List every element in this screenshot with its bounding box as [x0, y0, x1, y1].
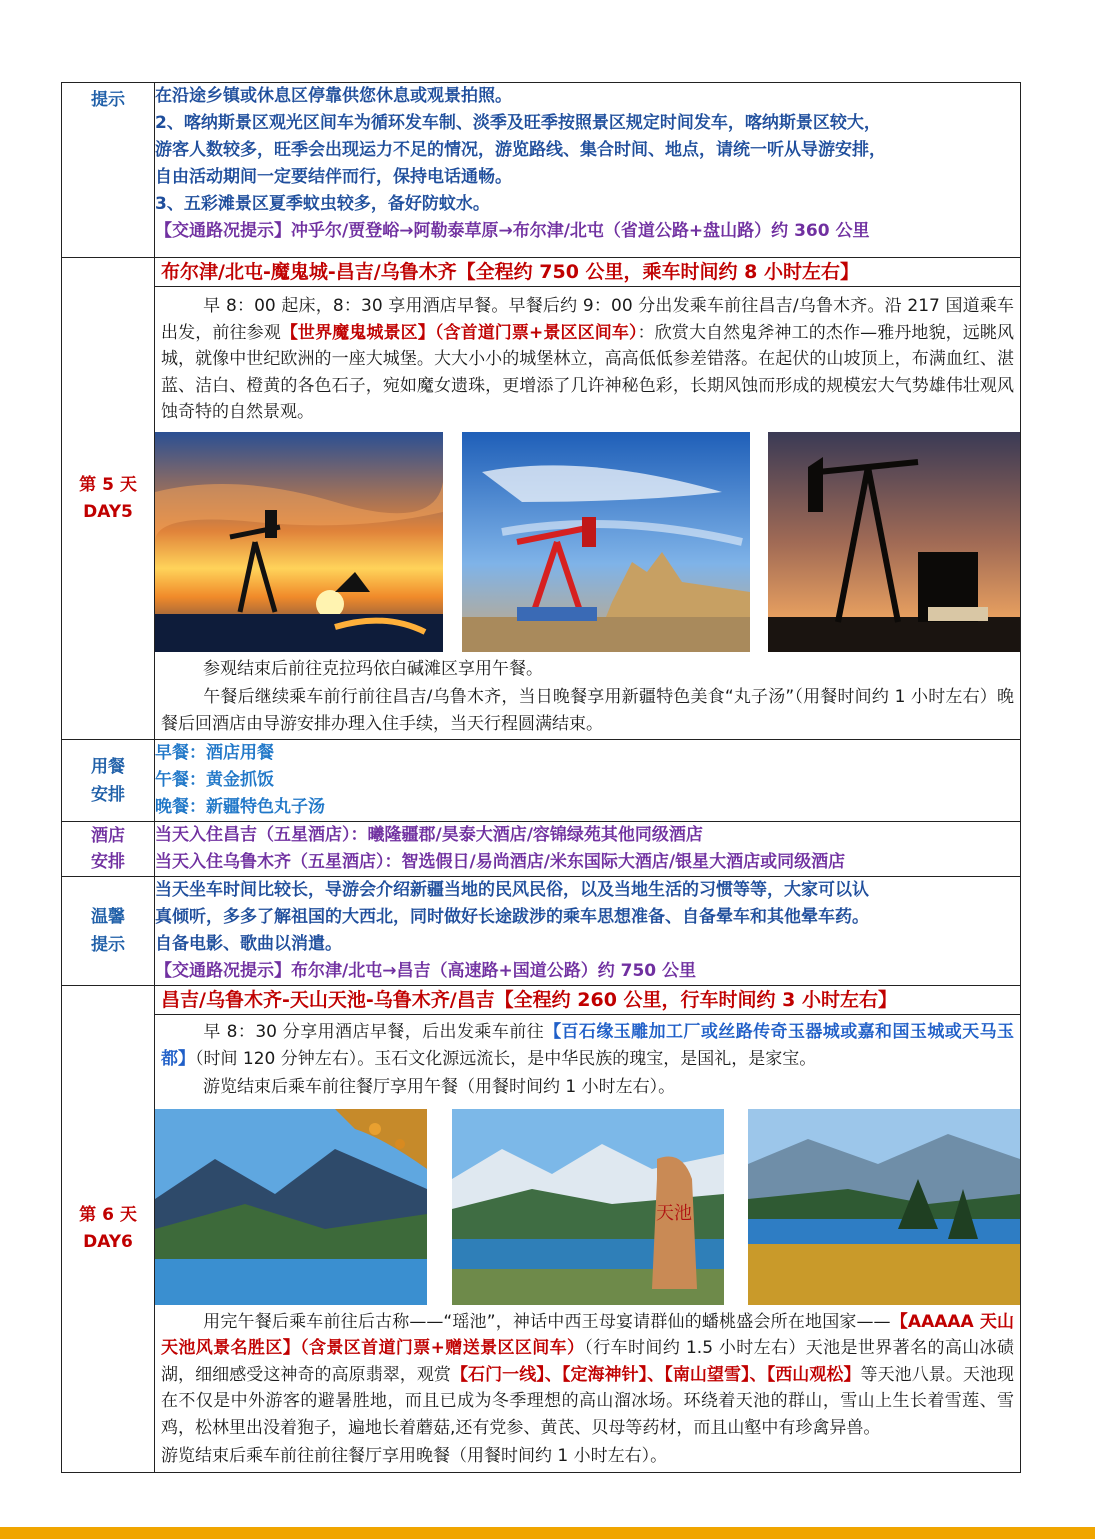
day6-paragraph: 早 8：30 分享用酒店早餐，后出发乘车前往【百石缘玉雕加工厂或丝路传奇玉器城或嘉和国玉城或天马玉都】（时间 120 分钟左右）。玉石文化源远流长，是中华民族的瑰宝，是国礼，是家宝。 — [161, 1022, 1014, 1069]
oil-pump-yardang-photo — [462, 432, 750, 652]
scenic-highlight: 【百石缘玉雕加工厂或丝路传奇玉器城或嘉和国玉城或天马玉都】 — [161, 1022, 1014, 1069]
tips-line: 游客人数较多，旺季会出现运力不足的情况，游览路线、集合时间、地点，请统一听从导游安排， — [155, 140, 886, 160]
day-code: DAY6 — [83, 1231, 133, 1252]
tips-line: 在沿途乡镇或休息区停靠供您休息或观景拍照。 — [155, 86, 512, 106]
tips-line: 2、喀纳斯景区观光区间车为循环发车制、淡季及旺季按照景区规定时间发车，喀纳斯景区较大， — [155, 113, 881, 133]
meals-label: 用餐 安排 — [62, 740, 155, 822]
day5-paragraph: 参观结束后前往克拉玛依白碱滩区享用午餐。 — [203, 658, 543, 679]
tianchi-stone-photo — [452, 1109, 724, 1305]
itinerary-table — [61, 82, 1021, 1473]
hotel-row — [62, 822, 1021, 877]
day6-paragraph: 用完午餐后乘车前往后古称——“瑶池”，神话中西王母宴请群仙的蟠桃盛会所在地国家——【AAAAA 天山天池风景名胜区】（含景区首道门票+赠送景区区间车）（行车时间约 1.5 小时左右）天池是世界著名的高山冰碛湖，细细感受这神奇的高原翡翠，观赏【石门一线】、【定海神针】、【南山望雪】、【西山观松】等天池八景。天池现在不仅是中外游客的避暑胜地，而且已成为冬季理想的高山溜冰场。环绕着天池的群山，雪山上生长着雪莲、雪鸡，松林里出没着狍子，遍地长着蘑菇,还有党参、黄芪、贝母等药材，而且山壑中有珍禽异兽。 — [161, 1311, 1015, 1438]
tianchi-golden-forest-photo — [748, 1109, 1020, 1305]
day6-paragraph: 游览结束后乘车前往餐厅享用午餐（用餐时间约 1 小时左右）。 — [203, 1077, 676, 1097]
day6-paragraph: 游览结束后乘车前往前往餐厅享用晚餐（用餐时间约 1 小时左右）。 — [161, 1446, 668, 1466]
meals-content — [155, 740, 1021, 822]
day6-photos — [155, 1109, 1020, 1305]
tips-label: 提示 — [62, 83, 155, 258]
warm-tips-row — [62, 877, 1021, 986]
day5-photos — [155, 432, 1020, 652]
meal-dinner: 晚餐：新疆特色丸子汤 — [155, 797, 325, 817]
day-number: 第 6 天 — [79, 1204, 137, 1225]
tips-line: 3、五彩滩景区夏季蚊虫较多，备好防蚊水。 — [155, 194, 490, 214]
day6-body-row — [62, 1015, 1021, 1473]
warm-tip-line: 真倾听，多多了解祖国的大西北，同时做好长途跋涉的乘车思想准备、自备晕车和其他晕车药。 — [155, 907, 869, 927]
warm-tip-line: 自备电影、歌曲以消遣。 — [155, 934, 342, 954]
day5-paragraph: 午餐后继续乘车前行前往昌吉/乌鲁木齐，当日晚餐享用新疆特色美食“丸子汤”（用餐时间约 1 小时左右）晚餐后回酒店由导游安排办理入住手续，当天行程圆满结束。 — [161, 687, 1014, 734]
tips-line: 自由活动期间一定要结伴而行，保持电话通畅。 — [155, 167, 512, 187]
day5-title-cell — [155, 258, 1021, 287]
stone-inscription: 天池 — [655, 1202, 692, 1224]
warm-tip-line: 当天坐车时间比较长，导游会介绍新疆当地的民风民俗，以及当地生活的习惯等等，大家可以认 — [155, 880, 869, 900]
day6-title-cell — [155, 986, 1021, 1015]
traffic-tip: 【交通路况提示】冲乎尔/贾登峪→阿勒泰草原→布尔津/北屯（省道公路+盘山路）约 360 公里 — [155, 221, 870, 241]
traffic-tip: 【交通路况提示】布尔津/北屯→昌吉（高速路+国道公路）约 750 公里 — [155, 961, 697, 981]
tips-content — [155, 83, 1021, 258]
hotel-label: 酒店 安排 — [62, 822, 155, 877]
day6-row — [62, 986, 1021, 1015]
meals-row — [62, 740, 1021, 822]
scenic-highlight: 【AAAAA 天山天池风景名胜区】（含景区首道门票+赠送景区区间车） — [161, 1311, 1014, 1358]
scenic-highlight: 【石门一线】、【定海神针】、【南山望雪】、【西山观松】 — [450, 1364, 861, 1385]
hotel-line: 当天入住乌鲁木齐（五星酒店）：智选假日/易尚酒店/米东国际大酒店/银星大酒店或同级酒店 — [155, 852, 846, 872]
oil-pump-silhouette-photo — [768, 432, 1020, 652]
page-footer-bar — [0, 1527, 1095, 1539]
tips-row — [62, 83, 1021, 258]
day5-label — [62, 258, 155, 740]
day6-body — [155, 1015, 1021, 1473]
day-code: DAY5 — [83, 501, 133, 522]
day-title: 布尔津/北屯-魔鬼城-昌吉/乌鲁木齐【全程约 750 公里，乘车时间约 8 小时左右】 — [161, 261, 859, 283]
hotel-content — [155, 822, 1021, 877]
day5-row — [62, 258, 1021, 287]
day5-body-row — [62, 287, 1021, 740]
oil-pump-sunset-photo — [155, 432, 443, 652]
day5-paragraph: 早 8：00 起床，8：30 享用酒店早餐。早餐后约 9：00 分出发乘车前往昌吉/乌鲁木齐。沿 217 国道乘车出发，前往参观【世界魔鬼城景区】（含首道门票+景区区间车）：欣赏大自然鬼斧神工的杰作—雅丹地貌，远眺风城，就像中世纪欧洲的一座大城堡。大大小小的城堡林立，高高低低参差错落。在起伏的山坡顶上，布满血红、湛蓝、洁白、橙黄的各色石子，宛如魔女遗珠，更增添了几许神秘色彩，长期风蚀而形成的规模宏大气势雄伟壮观风蚀奇特的自然景观。 — [161, 296, 1015, 422]
warm-tips-label: 温馨 提示 — [62, 877, 155, 986]
day-title: 昌吉/乌鲁木齐-天山天池-乌鲁木齐/昌吉【全程约 260 公里，行车时间约 3 小时左右】 — [161, 989, 897, 1011]
tianchi-lake-autumn-photo — [155, 1109, 427, 1305]
day-number: 第 5 天 — [79, 474, 137, 495]
meal-lunch: 午餐：黄金抓饭 — [155, 770, 274, 790]
scenic-highlight: 【世界魔鬼城景区】（含首道门票+景区区间车） — [280, 322, 638, 343]
day5-body — [155, 287, 1021, 740]
meal-breakfast: 早餐：酒店用餐 — [155, 743, 274, 763]
day6-label — [62, 986, 155, 1473]
hotel-line: 当天入住昌吉（五星酒店）：曦隆疆郡/昊泰大酒店/容锦绿苑其他同级酒店 — [155, 825, 703, 845]
warm-tips-content — [155, 877, 1021, 986]
